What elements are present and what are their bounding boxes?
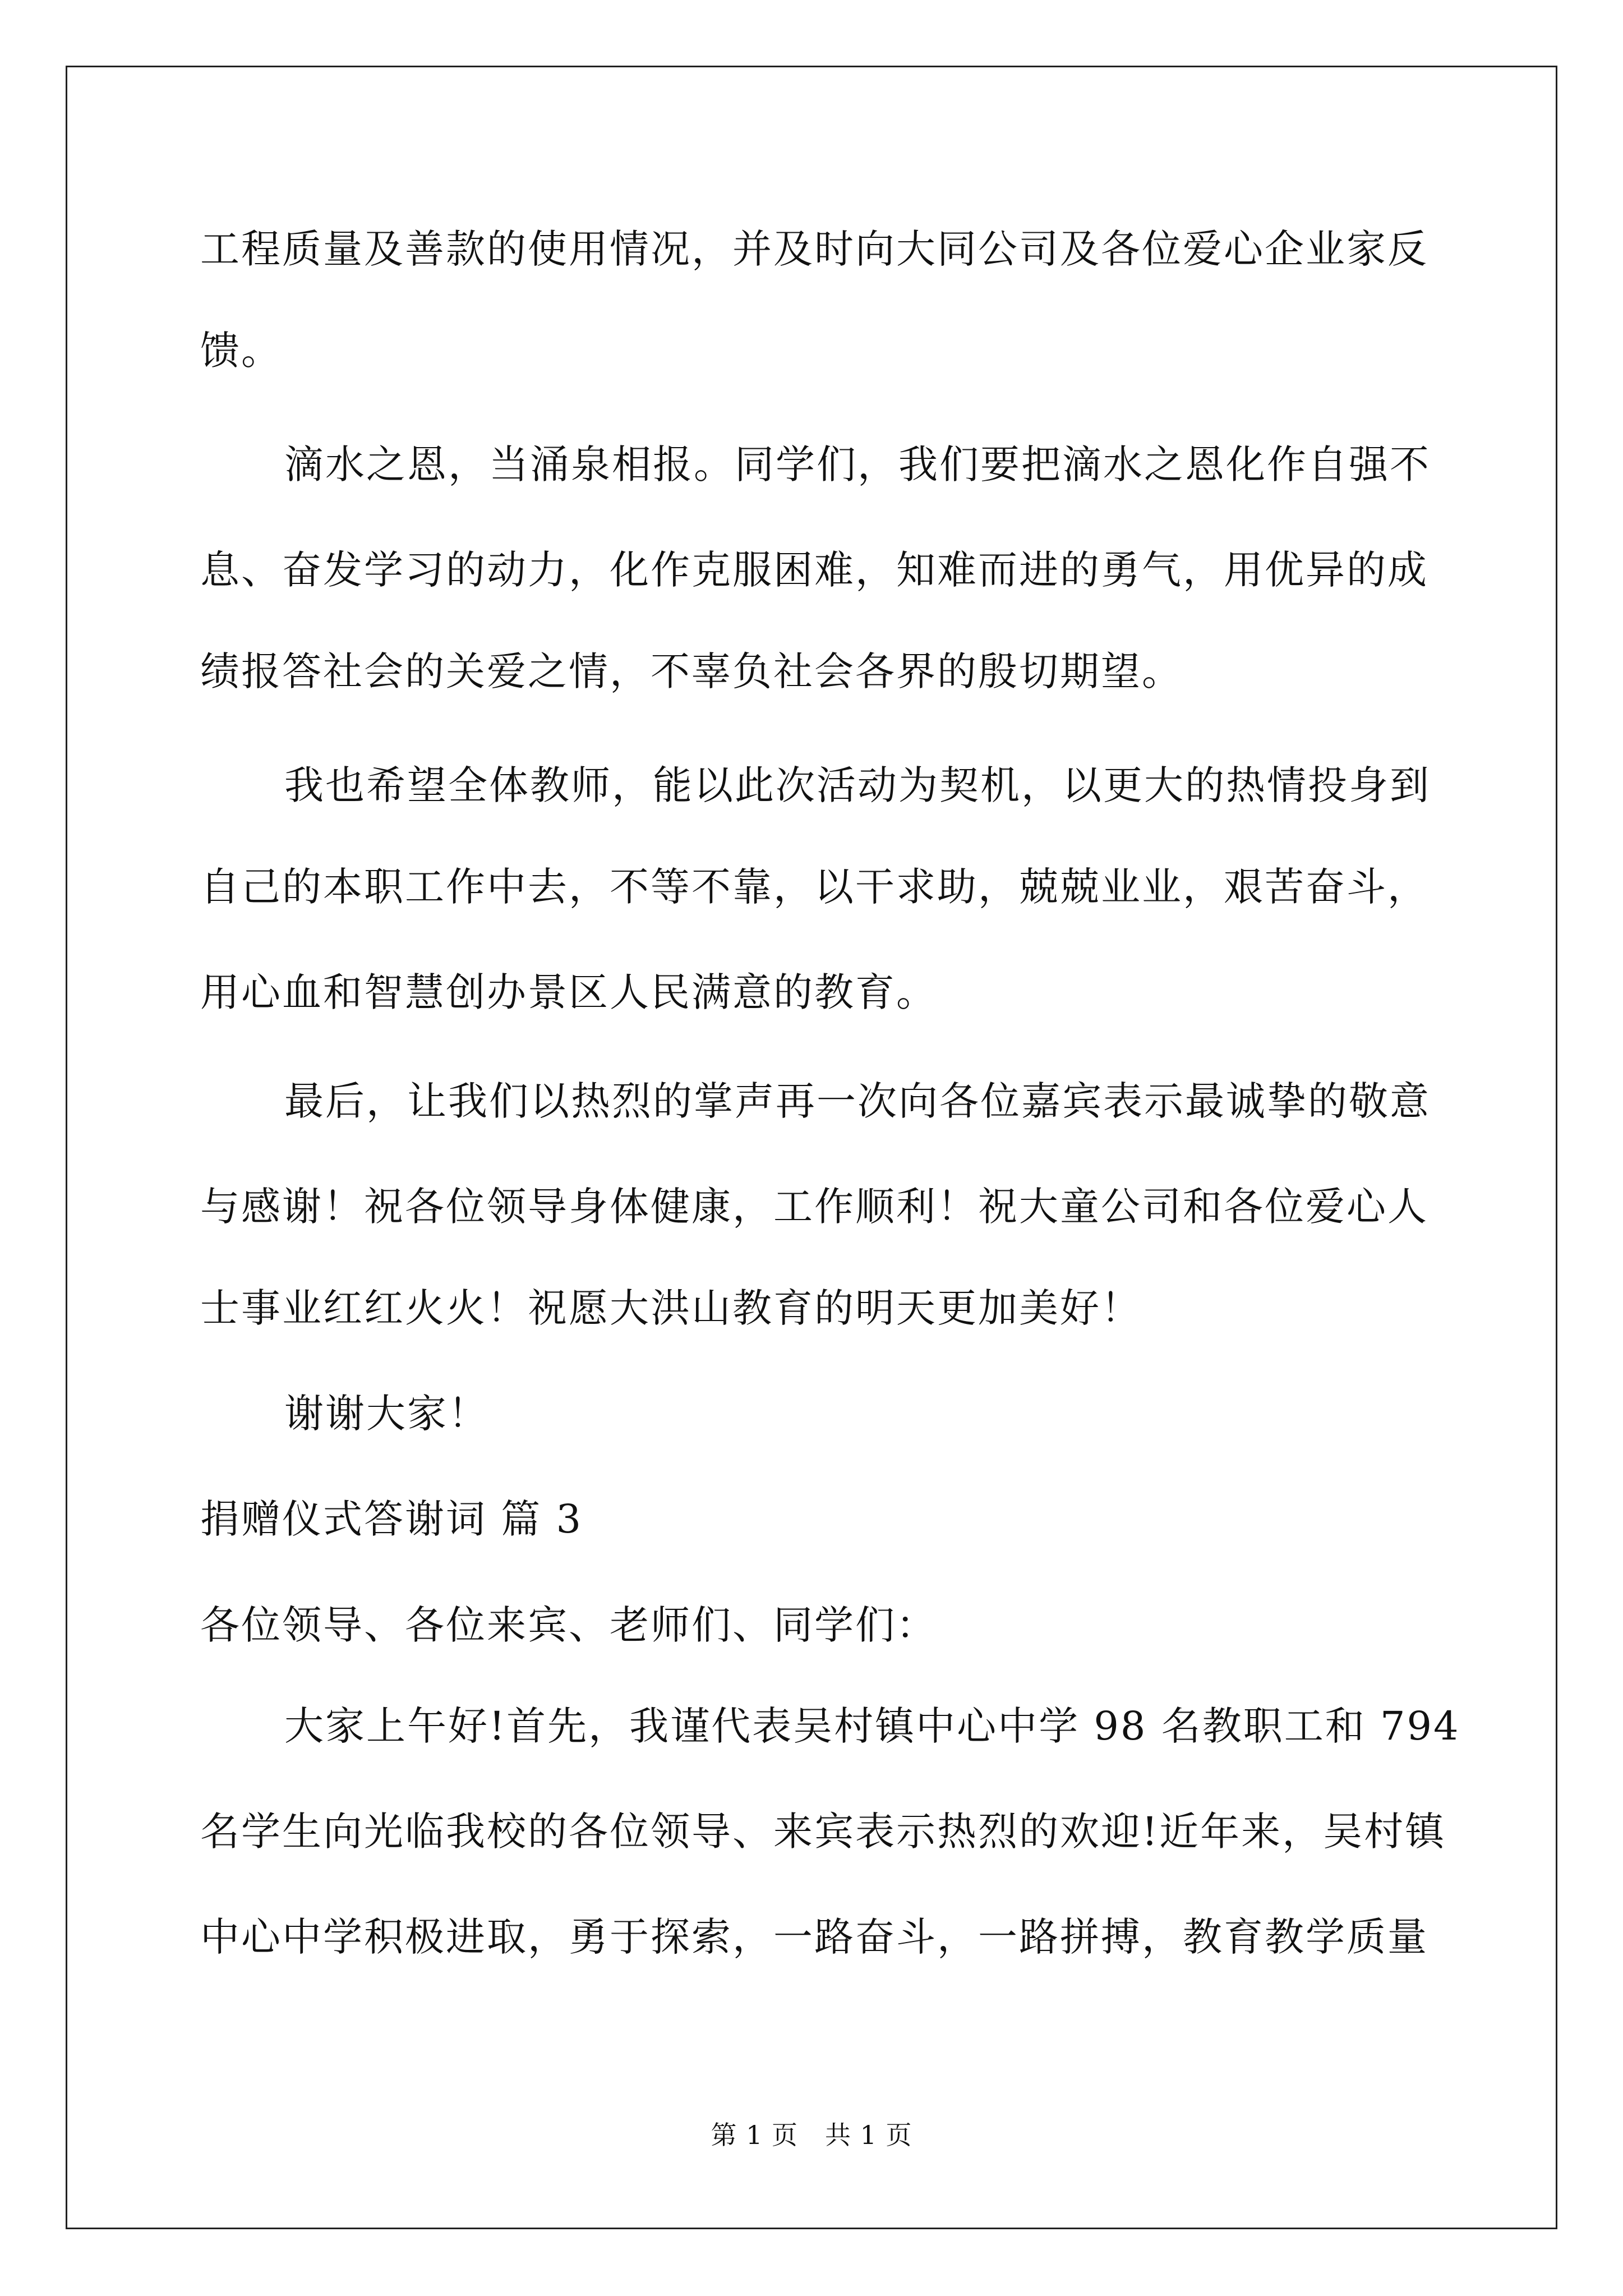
paragraph-line: 息、奋发学习的动力，化作克服困难，知难而进的勇气，用优异的成 — [200, 547, 1428, 593]
paragraph-line: 滴水之恩，当涌泉相报。同学们，我们要把滴水之恩化作自强不 — [284, 441, 1431, 487]
paragraph-line: 工程质量及善款的使用情况，并及时向大同公司及各位爱心企业家反 — [200, 226, 1428, 272]
page-number: 第 1 页 — [711, 2120, 798, 2150]
paragraph-line: 馈。 — [200, 328, 282, 374]
salutation: 各位领导、各位来宾、老师们、同学们： — [200, 1602, 937, 1648]
paragraph-line: 大家上午好!首先，我谨代表吴村镇中心中学 98 名教职工和 794 — [284, 1703, 1460, 1749]
page-footer — [0, 2118, 1623, 2152]
paragraph-line: 用心血和智慧创办景区人民满意的教育。 — [200, 969, 937, 1015]
section-heading: 捐赠仪式答谢词 篇 3 — [200, 1496, 583, 1542]
paragraph-line: 自己的本职工作中去，不等不靠，以干求助，兢兢业业，艰苦奋斗， — [200, 864, 1428, 910]
paragraph-line: 中心中学积极进取，勇于探索，一路奋斗，一路拼搏，教育教学质量 — [200, 1914, 1428, 1960]
paragraph-line: 绩报答社会的关爱之情，不辜负社会各界的殷切期望。 — [200, 648, 1183, 694]
paragraph-line: 士事业红红火火！祝愿大洪山教育的明天更加美好！ — [200, 1285, 1142, 1331]
paragraph-line: 与感谢！祝各位领导身体健康，工作顺利！祝大童公司和各位爱心人 — [200, 1184, 1428, 1230]
paragraph-line: 谢谢大家！ — [284, 1391, 489, 1437]
paragraph-line: 我也希望全体教师，能以此次活动为契机，以更大的热情投身到 — [284, 762, 1431, 808]
page-border — [66, 66, 1557, 2229]
page-total: 共 1 页 — [825, 2120, 912, 2150]
paragraph-line: 名学生向光临我校的各位领导、来宾表示热烈的欢迎!近年来，吴村镇 — [200, 1809, 1446, 1855]
paragraph-line: 最后，让我们以热烈的掌声再一次向各位嘉宾表示最诚挚的敬意 — [284, 1078, 1431, 1124]
